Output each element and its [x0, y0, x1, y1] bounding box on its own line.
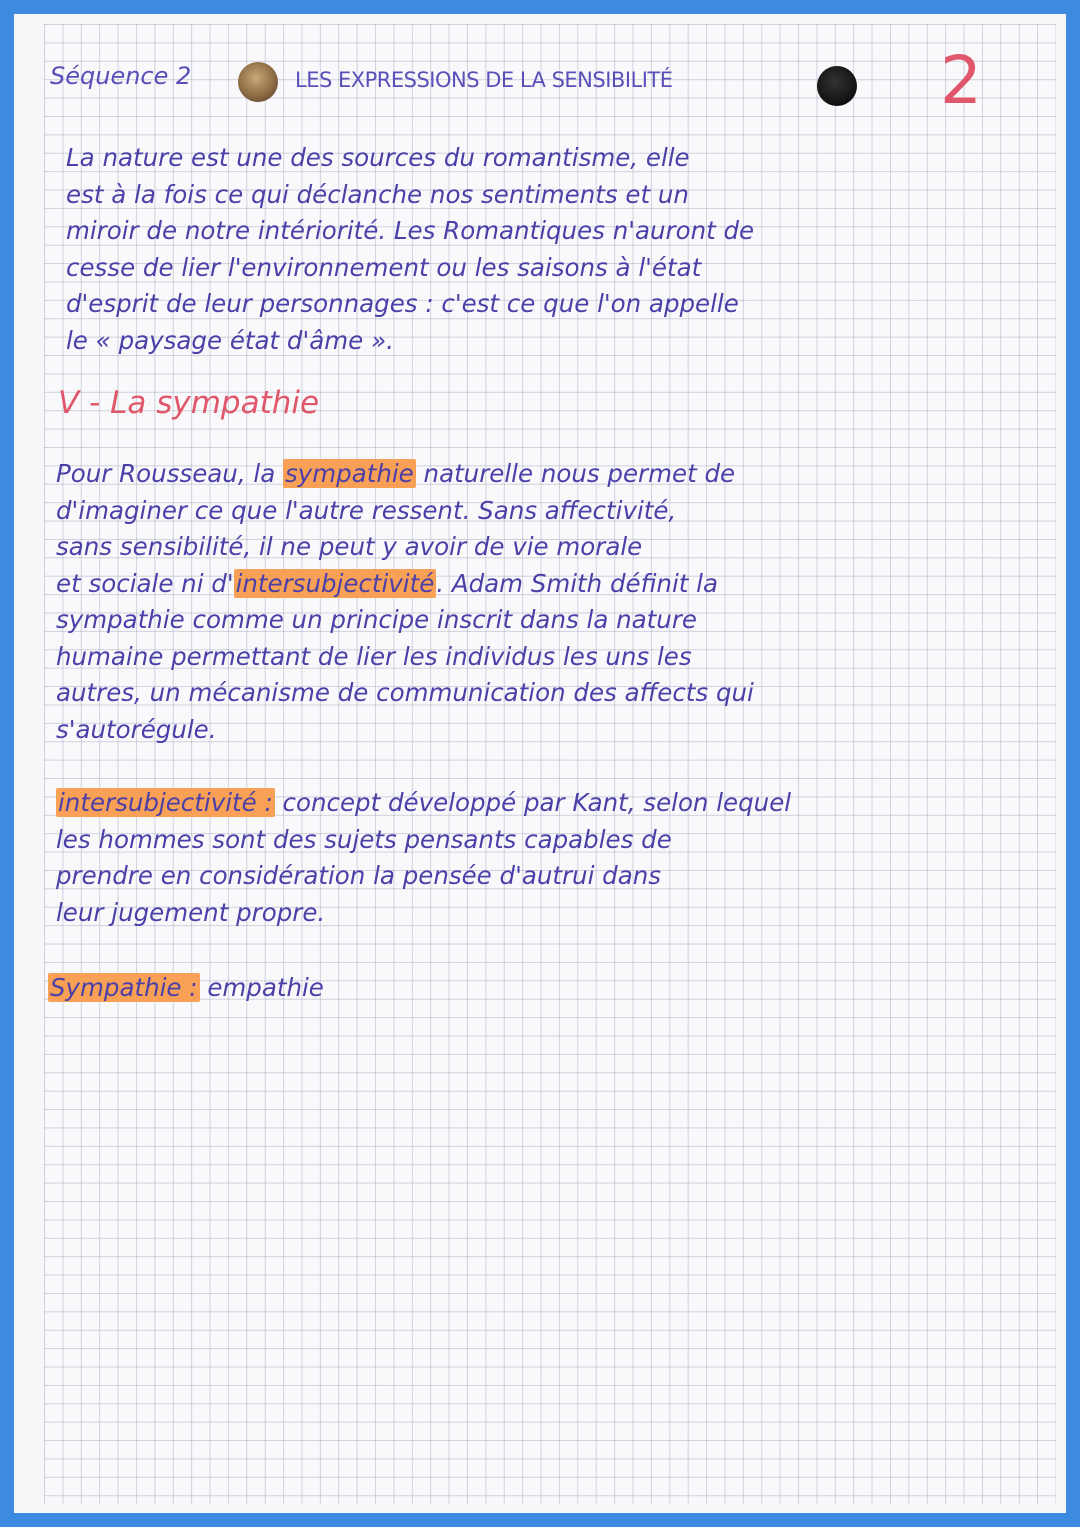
intro-line: cesse de lier l'environnement ou les saisons à l'état [66, 252, 702, 282]
definition-line [56, 785, 791, 822]
page-title: LES EXPRESSIONS DE LA SENSIBILITÉ [295, 68, 673, 92]
section-heading: V - La sympathie [58, 385, 320, 421]
definition-text: empathie [199, 973, 324, 1002]
definition-term: Sympathie : [50, 973, 198, 1002]
main-line: s'autorégule. [56, 714, 217, 744]
definition-sympathie [48, 970, 324, 1007]
intro-line: La nature est une des sources du romantisme, elle [66, 143, 690, 172]
main-paragraph [56, 456, 754, 748]
main-line: autres, un mécanisme de communication des affects qui [56, 678, 754, 707]
definition-line: leur jugement propre. [56, 897, 326, 927]
definition-intersubjectivite [56, 785, 791, 931]
punch-hole-left [238, 62, 278, 102]
main-line: d'imaginer ce que l'autre ressent. Sans affectivité, [56, 495, 677, 525]
definition-line [48, 970, 324, 1007]
definition-text: concept développé par Kant, selon lequel [274, 788, 792, 817]
definition-term: intersubjectivité : [58, 788, 273, 817]
intro-line: est à la fois ce qui déclanche nos sentiments et un [66, 179, 689, 209]
intro-line: miroir de notre intériorité. Les Romantiques n'auront de [66, 216, 755, 245]
page-number: 2 [940, 42, 982, 119]
text-run: . Adam Smith définit la [436, 568, 718, 598]
highlighted-term-intersubjectivite: intersubjectivité [235, 568, 435, 598]
main-line: humaine permettant de lier les individus les uns les [56, 641, 692, 671]
intro-line: d'esprit de leur personnages : c'est ce que l'on appelle [66, 289, 739, 318]
definition-line: prendre en considération la pensée d'autrui dans [56, 861, 662, 890]
intro-paragraph [66, 140, 754, 359]
intro-line: le « paysage état d'âme ». [66, 325, 394, 355]
main-line: sans sensibilité, il ne peut y avoir de vie morale [56, 532, 643, 561]
text-run: Pour Rousseau, la [56, 459, 284, 488]
sequence-label: Séquence 2 [50, 62, 192, 90]
definition-line: les hommes sont des sujets pensants capables de [56, 824, 672, 854]
main-line [56, 456, 754, 493]
text-run: et sociale ni d' [56, 568, 234, 598]
punch-hole-right [817, 66, 857, 106]
highlighted-term-sympathie: sympathie [285, 459, 414, 488]
main-line: sympathie comme un principe inscrit dans la nature [56, 605, 697, 634]
text-run: naturelle nous permet de [415, 459, 736, 488]
main-line [56, 566, 754, 603]
